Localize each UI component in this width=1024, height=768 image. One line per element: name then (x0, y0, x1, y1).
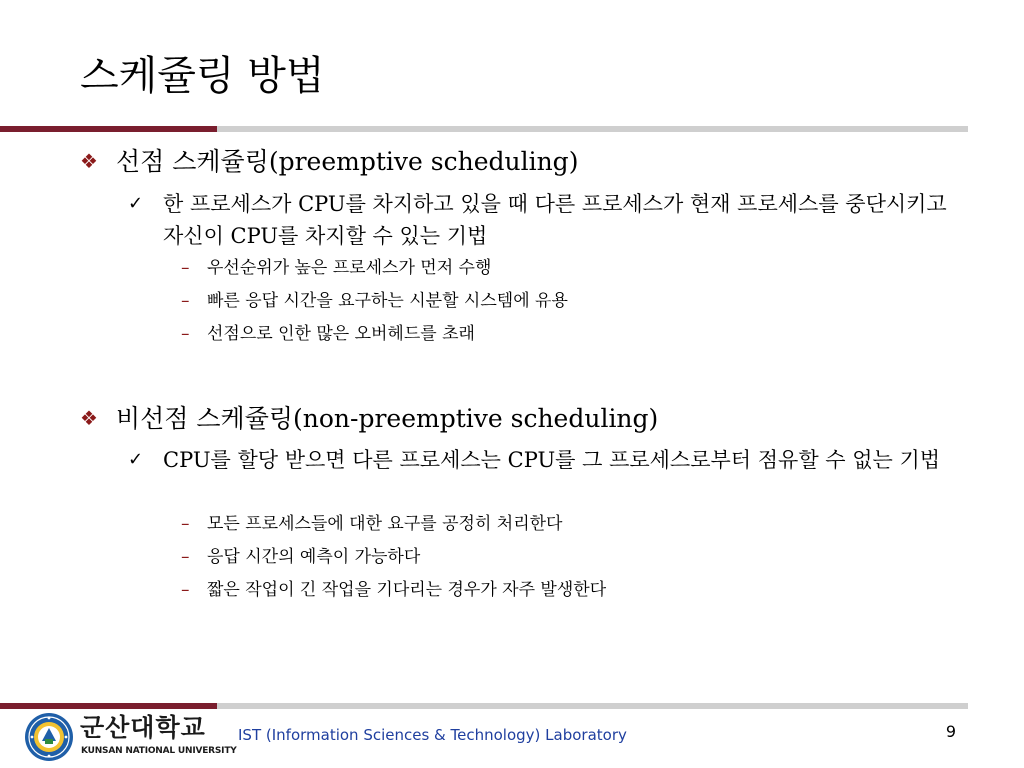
section-heading-text: 선점 스케쥴링(preemptive scheduling) (116, 147, 579, 176)
list-item (181, 545, 420, 569)
list-item (181, 512, 562, 536)
university-seal-icon (24, 712, 74, 762)
dash-icon: – (181, 547, 190, 567)
dash-icon: – (181, 514, 190, 534)
check-icon: ✓ (128, 449, 144, 470)
list-item-text: 우선순위가 높은 프로세스가 먼저 수행 (207, 258, 492, 278)
diamond-bullet-icon: ❖ (80, 149, 98, 173)
diamond-bullet-icon: ❖ (80, 406, 98, 430)
description-text: CPU를 할당 받으면 다른 프로세스는 CPU를 그 프로세스로부터 점유할 수 없는 기법 (163, 448, 941, 472)
list-item (181, 578, 606, 602)
dash-icon: – (181, 258, 190, 278)
section-heading-text: 비선점 스케쥴링(non-preemptive scheduling) (116, 404, 659, 433)
footer-divider-line (217, 703, 968, 709)
slide-title: 스케쥴링 방법 (80, 53, 325, 99)
dash-icon: – (181, 291, 190, 311)
check-icon: ✓ (128, 193, 144, 214)
dash-icon: – (181, 324, 190, 344)
list-item (181, 322, 475, 346)
university-name-english: KUNSAN NATIONAL UNIVERSITY (81, 746, 237, 756)
list-item (181, 256, 491, 280)
university-logo (24, 712, 237, 762)
list-item-text: 선점으로 인한 많은 오버헤드를 초래 (207, 324, 475, 344)
list-item-text: 모든 프로세스들에 대한 요구를 공정히 처리한다 (207, 514, 563, 534)
list-item (181, 289, 568, 313)
footer-divider (0, 703, 968, 709)
footer-divider-accent (0, 703, 217, 709)
list-item-text: 짧은 작업이 긴 작업을 기다리는 경우가 자주 발생한다 (207, 580, 607, 600)
description-text: 한 프로세스가 CPU를 차지하고 있을 때 다른 프로세스가 현재 프로세스를 중단시키고 자신이 CPU를 차지할 수 있는 기법 (163, 192, 947, 248)
list-item-text: 응답 시간의 예측이 가능하다 (207, 547, 421, 567)
section-heading-preemptive (80, 146, 578, 177)
dash-icon: – (181, 580, 190, 600)
page-number: 9 (945, 722, 956, 741)
section-heading-non-preemptive (80, 403, 658, 434)
university-name-korean: 군산대학교 (80, 713, 206, 742)
section-description-preemptive (128, 188, 958, 252)
list-item-text: 빠른 응답 시간을 요구하는 시분할 시스템에 유용 (207, 291, 568, 311)
section-description-non-preemptive (128, 444, 958, 476)
footer-lab-name: IST (Information Sciences & Technology) Laboratory (238, 726, 627, 744)
